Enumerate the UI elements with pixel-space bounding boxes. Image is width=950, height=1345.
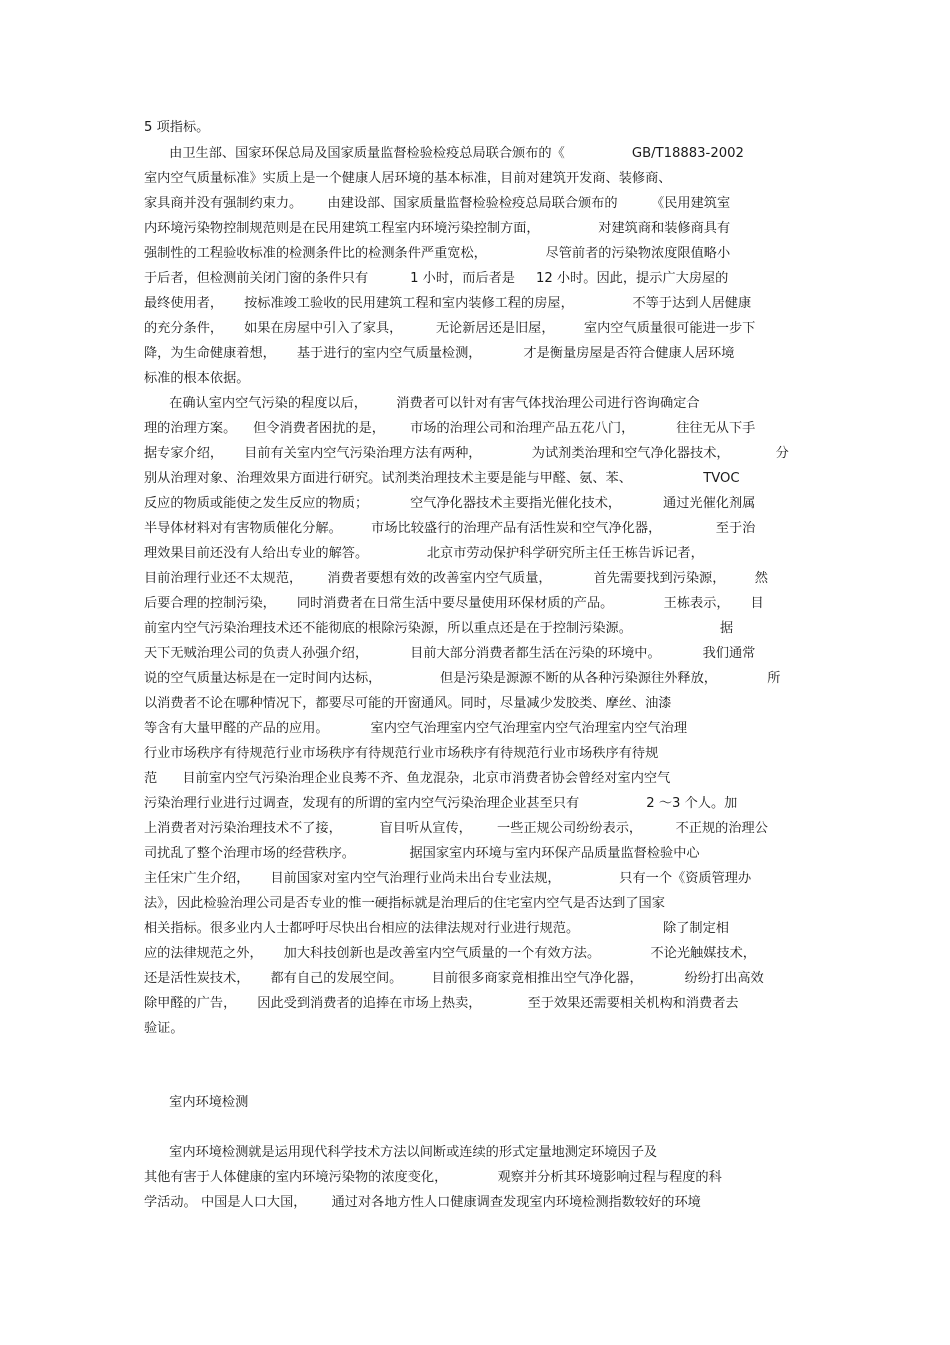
text-line: 应的法律规范之外， 加大科技创新也是改善室内空气质量的一个有效方法。 不论光触媒技术， (144, 946, 756, 961)
text-line: 法》，因此检验治理公司是否专业的惟一硬指标就是治理后的住宅室内空气是否达到了国家 (144, 896, 665, 911)
text-line: 后要合理的控制污染， 同时消费者在日常生活中要尽量使用环保材质的产品。 王栋表示， 目 (144, 596, 764, 611)
text-line: 学活动。 中国是人口大国， 通过对各地方性人口健康调查发现室内环境检测指数较好的环境 (144, 1195, 701, 1210)
text-line: 天下无贼治理公司的负责人孙强介绍， 目前大部分消费者都生活在污染的环境中。 我们通常 (144, 646, 756, 661)
text-line: 5 项指标。 (144, 120, 210, 135)
text-line: 内环境污染物控制规范则是在民用建筑工程室内环境污染控制方面， 对建筑商和装修商具有 (144, 221, 731, 236)
text-line: 降，为生命健康着想， 基于进行的室内空气质量检测， 才是衡量房屋是否符合健康人居环境 (144, 346, 735, 361)
text-line: 等含有大量甲醛的产品的应用。 室内空气治理室内空气治理室内空气治理室内空气治理 (144, 721, 688, 736)
text-line: 最终使用者， 按标准竣工验收的民用建筑工程和室内装修工程的房屋， 不等于达到人居健康 (144, 296, 752, 311)
text-line: 前室内空气污染治理技术还不能彻底的根除污染源，所以重点还是在于控制污染源。 据 (144, 621, 734, 636)
text-line: 行业市场秩序有待规范行业市场秩序有待规范行业市场秩序有待规范行业市场秩序有待规 (144, 746, 659, 761)
text-line: 反应的物质或能使之发生反应的物质； 空气净化器技术主要指光催化技术， 通过光催化剂属 (144, 496, 756, 511)
text-line: 理的治理方案。 但令消费者困扰的是， 市场的治理公司和治理产品五花八门， 往往无从下手 (144, 421, 756, 436)
text-line: 家具商并没有强制约束力。 由建设部、国家质量监督检验检疫总局联合颁布的 《民用建筑室 (144, 196, 731, 211)
text-line: 标准的根本依据。 (144, 371, 250, 386)
text-line: 由卫生部、国家环保总局及国家质量监督检验检疫总局联合颁布的《 GB/T18883-2002 (144, 146, 744, 161)
section-heading: 室内环境检测 (144, 1095, 249, 1110)
text-line: 说的空气质量达标是在一定时间内达标， 但是污染是源源不断的从各种污染源往外释放， 所 (144, 671, 781, 686)
text-line: 半导体材料对有害物质催化分解。 市场比较盛行的治理产品有活性炭和空气净化器， 至于治 (144, 521, 756, 536)
text-line: 其他有害于人体健康的室内环境污染物的浓度变化， 观察并分析其环境影响过程与程度的科 (144, 1170, 722, 1185)
text-line: 以消费者不论在哪种情况下，都要尽可能的开窗通风。同时，尽量减少发胶类、摩丝、油漆 (144, 696, 672, 711)
text-line: 别从治理对象、治理效果方面进行研究。试剂类治理技术主要是能与甲醛、氨、苯、 TVOC (144, 471, 740, 486)
text-line: 主任宋广生介绍， 目前国家对室内空气治理行业尚未出台专业法规， 只有一个《资质管理办 (144, 871, 752, 886)
text-line: 污染治理行业进行过调查，发现有的所谓的室内空气污染治理企业甚至只有 2 ～3 个人。加 (144, 796, 738, 811)
text-line: 目前治理行业还不太规范， 消费者要想有效的改善室内空气质量， 首先需要找到污染源， 然 (144, 571, 768, 586)
text-line: 相关指标。很多业内人士都呼吁尽快出台相应的法律法规对行业进行规范。 除了制定相 (144, 921, 729, 936)
text-line: 范 目前室内空气污染治理企业良莠不齐、鱼龙混杂，北京市消费者协会曾经对室内空气 (144, 771, 671, 786)
text-line: 在确认室内空气污染的程度以后， 消费者可以针对有害气体找治理公司进行咨询确定合 (144, 396, 700, 411)
text-line: 室内空气质量标准》实质上是一个健康人居环境的基本标准，目前对建筑开发商、装修商、 (144, 171, 672, 186)
text-line: 于后者，但检测前关闭门窗的条件只有 1 小时，而后者是 12 小时。因此，提示广大房屋的 (144, 271, 729, 286)
text-line: 强制性的工程验收标准的检测条件比的检测条件严重宽松， 尽管前者的污染物浓度限值略小 (144, 246, 731, 261)
text-line: 理效果目前还没有人给出专业的解答。 北京市劳动保护科学研究所主任王栋告诉记者， (144, 546, 704, 561)
text-line: 验证。 (144, 1021, 184, 1036)
text-line: 还是活性炭技术， 都有自己的发展空间。 目前很多商家竟相推出空气净化器， 纷纷打出高效 (144, 971, 764, 986)
text-line: 据专家介绍， 目前有关室内空气污染治理方法有两种， 为试剂类治理和空气净化器技术， 分 (144, 446, 789, 461)
text-line: 的充分条件， 如果在房屋中引入了家具， 无论新居还是旧屋， 室内空气质量很可能进一步下 (144, 321, 756, 336)
text-line: 除甲醛的广告， 因此受到消费者的追捧在市场上热卖， 至于效果还需要相关机构和消费者去 (144, 996, 739, 1011)
text-line: 上消费者对污染治理技术不了接， 盲目听从宣传， 一些正规公司纷纷表示， 不正规的治理公 (144, 821, 768, 836)
text-line: 室内环境检测就是运用现代科学技术方法以间断或连续的形式定量地测定环境因子及 (144, 1145, 658, 1160)
text-line: 司扰乱了整个治理市场的经营秩序。 据国家室内环境与室内环保产品质量监督检验中心 (144, 846, 700, 861)
